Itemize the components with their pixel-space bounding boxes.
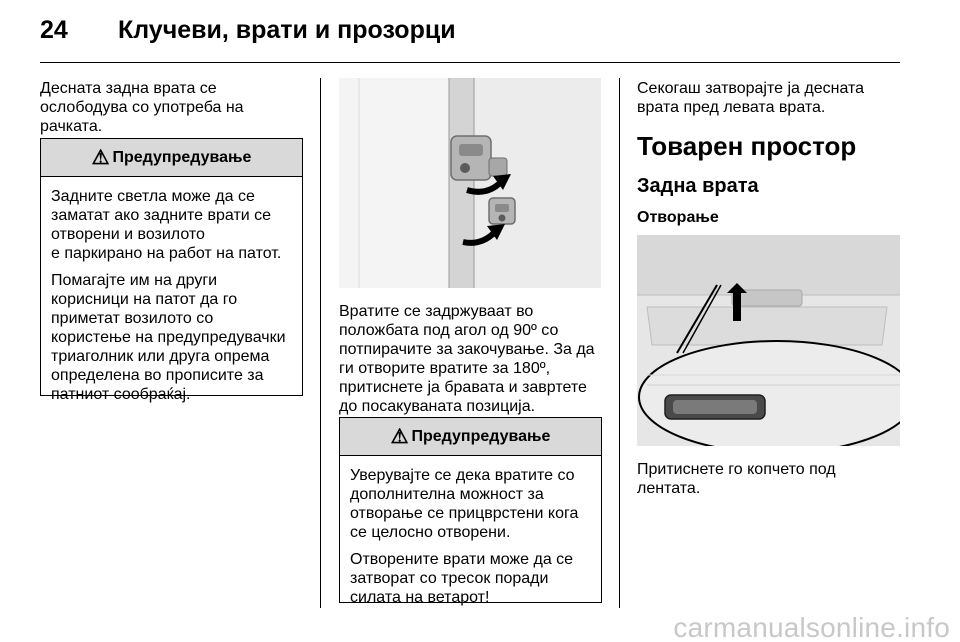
text-line: патниот сообраќај. — [51, 386, 191, 403]
text-line: заматат ако задните врати се — [51, 207, 272, 224]
column-divider-left — [320, 78, 321, 608]
tailgate-drawing — [637, 235, 900, 446]
text-line: Притиснете го копчето под — [637, 461, 836, 478]
text-line: отворени и возилото — [51, 226, 205, 243]
lower-hinge — [489, 198, 515, 224]
heading-cargo-space: Товарен простор — [637, 131, 857, 161]
text-line: рачката. — [40, 118, 103, 135]
warning-box-left — [40, 138, 303, 403]
text-line: отворање се прицврстени кога — [350, 505, 579, 522]
warning-paragraph — [51, 271, 292, 404]
warning-paragraph — [51, 187, 292, 263]
text-line: ослободува со употреба на — [40, 99, 244, 116]
right-intro-text — [637, 79, 902, 117]
right-caption — [637, 460, 902, 498]
text-line: лентата. — [637, 480, 701, 497]
warning-body — [41, 177, 302, 414]
text-line: дополнителна можност за — [350, 486, 544, 503]
warning-title: Предупредување — [112, 148, 252, 166]
warning-body — [340, 456, 601, 617]
text-line: потпирачите за закочување. За да — [339, 341, 595, 358]
watermark: carmanualsonline.info — [673, 612, 950, 642]
text-line: силата на ветарот! — [350, 589, 490, 606]
text-line: Секогаш затворајте ја десната — [637, 80, 865, 97]
warning-header — [340, 418, 601, 456]
text-line: затворат со тресок поради — [350, 570, 549, 587]
header-rule — [40, 62, 900, 63]
tailgate-button-illustration — [637, 235, 900, 446]
text-line: ги отворите вратите за 180º, — [339, 360, 551, 377]
text-line: Десната задна врата се — [40, 80, 217, 97]
page-number: 24 — [40, 16, 68, 44]
text-line: притиснете ја бравата и завртете — [339, 379, 587, 396]
text-line: триаголник или друга опрема — [51, 348, 270, 365]
text-line: Помагајте им на други — [51, 272, 218, 289]
text-line: Вратите се задржуваат во — [339, 303, 534, 320]
door-hinge-illustration — [339, 78, 601, 288]
left-intro-text — [40, 79, 305, 136]
warning-triangle-icon: ⚠ — [91, 146, 110, 169]
text-line: врата пред левата врата. — [637, 99, 826, 116]
text-line: Уверувајте се дека вратите со — [350, 467, 575, 484]
warning-paragraph — [350, 550, 591, 607]
warning-triangle-icon: ⚠ — [390, 425, 409, 448]
heading-rear-door: Задна врата — [637, 175, 759, 197]
warning-paragraph — [350, 466, 591, 542]
middle-text — [339, 302, 609, 416]
text-line: приметат возилото со — [51, 310, 214, 327]
text-line: корисници на патот да го — [51, 291, 238, 308]
text-line: определена во прописите за — [51, 367, 264, 384]
warning-box-middle — [339, 417, 602, 606]
heading-opening: Отворање — [637, 209, 719, 226]
door-hinge-drawing — [339, 78, 601, 288]
text-line: се целосно отворени. — [350, 524, 511, 541]
warning-header — [41, 139, 302, 177]
warning-title: Предупредување — [411, 427, 551, 445]
page-header-title: Клучеви, врати и прозорци — [118, 16, 456, 44]
text-line: Отворените врати може да се — [350, 551, 574, 568]
text-line: Задните светла може да се — [51, 188, 255, 205]
column-divider-right — [619, 78, 620, 608]
text-line: до посакуваната позиција. — [339, 398, 536, 415]
text-line: положбата под агол од 90º со — [339, 322, 559, 339]
text-line: е паркирано на работ на патот. — [51, 245, 282, 262]
text-line: користење на предупредувачки — [51, 329, 286, 346]
